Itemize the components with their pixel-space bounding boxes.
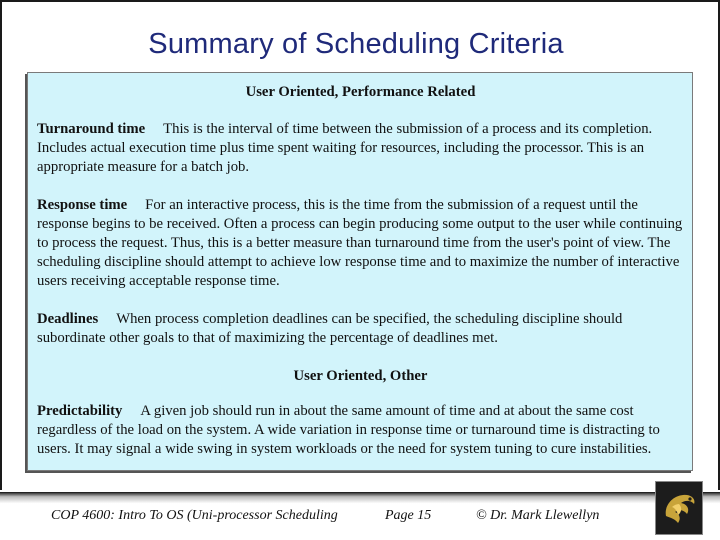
- slide-frame-top: [0, 0, 720, 2]
- section-heading-other: User Oriented, Other: [293, 368, 428, 384]
- criterion-description: A given job should run in about the same amount of time and at about the same cost regardless of the load on the system. A wide variation in response time or turnaround time is distracting to users. It may signal a wide swing in system workloads or the need for system tuning to cure instabilities.: [37, 403, 660, 457]
- footer-course-label: COP 4600: Intro To OS (Uni-processor Scheduling: [51, 508, 338, 523]
- criterion-response-time: [37, 196, 684, 291]
- criterion-description: For an interactive process, this is the time from the submission of a request until the response begins to be received. Often a process can begin producing some output to the user while continuing to process the request. Thus, this is a better measure than turnaround time from the user's point of view. The scheduling discipline should attempt to achieve low response time and to maximize the number of interactive users receiving acceptable response time.: [37, 197, 683, 289]
- criteria-table: [27, 72, 693, 471]
- criterion-term: Predictability: [37, 403, 123, 419]
- section-heading-performance: User Oriented, Performance Related: [245, 84, 476, 100]
- criterion-turnaround-time: [37, 120, 684, 177]
- footer-page-number: Page 15: [385, 508, 432, 523]
- slide-frame-left: [0, 0, 2, 540]
- criterion-description: This is the interval of time between the submission of a process and its completion. Includes actual execution time plus time spent waiting for resources, including the processor. This is an appropriate measure for a batch job.: [37, 121, 653, 175]
- ucf-pegasus-logo-icon: [655, 481, 703, 535]
- criterion-predictability: [37, 402, 684, 459]
- criterion-description: When process completion deadlines can be specified, the scheduling discipline should subordinate other goals to that of maximizing the percentage of deadlines met.: [37, 311, 623, 346]
- criterion-term: Turnaround time: [37, 121, 146, 137]
- footer-author: © Dr. Mark Llewellyn: [476, 508, 600, 523]
- criterion-term: Response time: [37, 197, 128, 213]
- criterion-term: Deadlines: [37, 311, 99, 327]
- criterion-deadlines: [37, 310, 684, 348]
- slide-title: Summary of Scheduling Criteria: [148, 28, 564, 60]
